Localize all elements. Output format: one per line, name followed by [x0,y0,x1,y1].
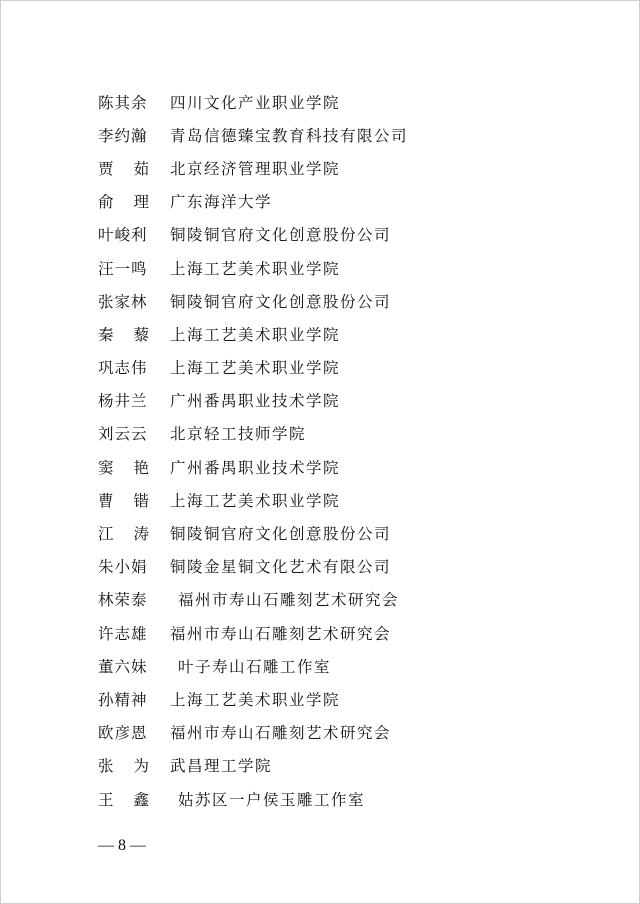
person-name: 林荣泰 [98,591,148,610]
list-item [98,483,408,516]
page-number: — 8 — [98,837,146,854]
organization-name: 上海工艺美术职业学院 [170,359,341,378]
person-name: 巩志伟 [98,359,148,378]
list-item [98,317,408,350]
list-item [98,450,408,483]
organization-name: 叶子寿山石雕工作室 [178,657,332,676]
list-item [98,251,408,284]
person-name: 杨井兰 [98,392,148,411]
list-item [98,118,408,151]
organization-name: 北京轻工技师学院 [170,425,307,444]
organization-name: 北京经济管理职业学院 [170,159,341,178]
list-item [98,616,408,649]
organization-name: 广州番禺职业技术学院 [170,458,341,477]
organization-name: 广州番禺职业技术学院 [170,392,341,411]
organization-name: 铜陵铜官府文化创意股份公司 [170,292,392,311]
list-item [98,384,408,417]
person-name: 张家林 [98,292,148,311]
person-name: 许志雄 [98,624,148,643]
organization-name: 福州市寿山石雕刻艺术研究会 [170,624,392,643]
organization-name: 上海工艺美术职业学院 [170,259,341,278]
person-name: 欧彦恩 [98,724,148,743]
person-name: 陈其余 [98,93,148,112]
organization-name: 四川文化产业职业学院 [170,93,341,112]
organization-name: 广东海洋大学 [170,193,273,212]
organization-name: 青岛信德臻宝教育科技有限公司 [170,126,409,145]
list-item [98,185,408,218]
person-name: 窦 艳 [98,458,149,477]
organization-name: 铜陵铜官府文化创意股份公司 [170,226,392,245]
name-list [98,85,408,815]
list-item [98,516,408,549]
list-item [98,682,408,715]
list-item [98,284,408,317]
person-name: 俞 理 [98,193,149,212]
organization-name: 铜陵铜官府文化创意股份公司 [170,525,392,544]
list-item [98,351,408,384]
list-item [98,583,408,616]
person-name: 叶峻利 [98,226,148,245]
person-name: 董六妹 [98,657,148,676]
person-name: 张 为 [98,757,149,776]
list-item [98,649,408,682]
list-item [98,218,408,251]
organization-name: 上海工艺美术职业学院 [170,690,341,709]
organization-name: 上海工艺美术职业学院 [170,491,341,510]
list-item [98,417,408,450]
person-name: 王 鑫 [98,790,149,809]
person-name: 刘云云 [98,425,148,444]
person-name: 汪一鸣 [98,259,148,278]
list-item [98,749,408,782]
person-name: 李约瀚 [98,126,148,145]
list-item [98,85,408,118]
list-item [98,716,408,749]
person-name: 江 涛 [98,525,149,544]
organization-name: 铜陵金星铜文化艺术有限公司 [170,558,392,577]
organization-name: 上海工艺美术职业学院 [170,325,341,344]
person-name: 孙精神 [98,690,148,709]
person-name: 朱小娟 [98,558,148,577]
list-item [98,550,408,583]
person-name: 秦 藜 [98,325,149,344]
list-item [98,151,408,184]
organization-name: 武昌理工学院 [170,757,273,776]
organization-name: 福州市寿山石雕刻艺术研究会 [170,724,392,743]
person-name: 曹 锴 [98,491,149,510]
organization-name: 姑苏区一户侯玉雕工作室 [178,790,366,809]
person-name: 贾 茹 [98,159,149,178]
organization-name: 福州市寿山石雕刻艺术研究会 [178,591,400,610]
list-item [98,782,408,815]
